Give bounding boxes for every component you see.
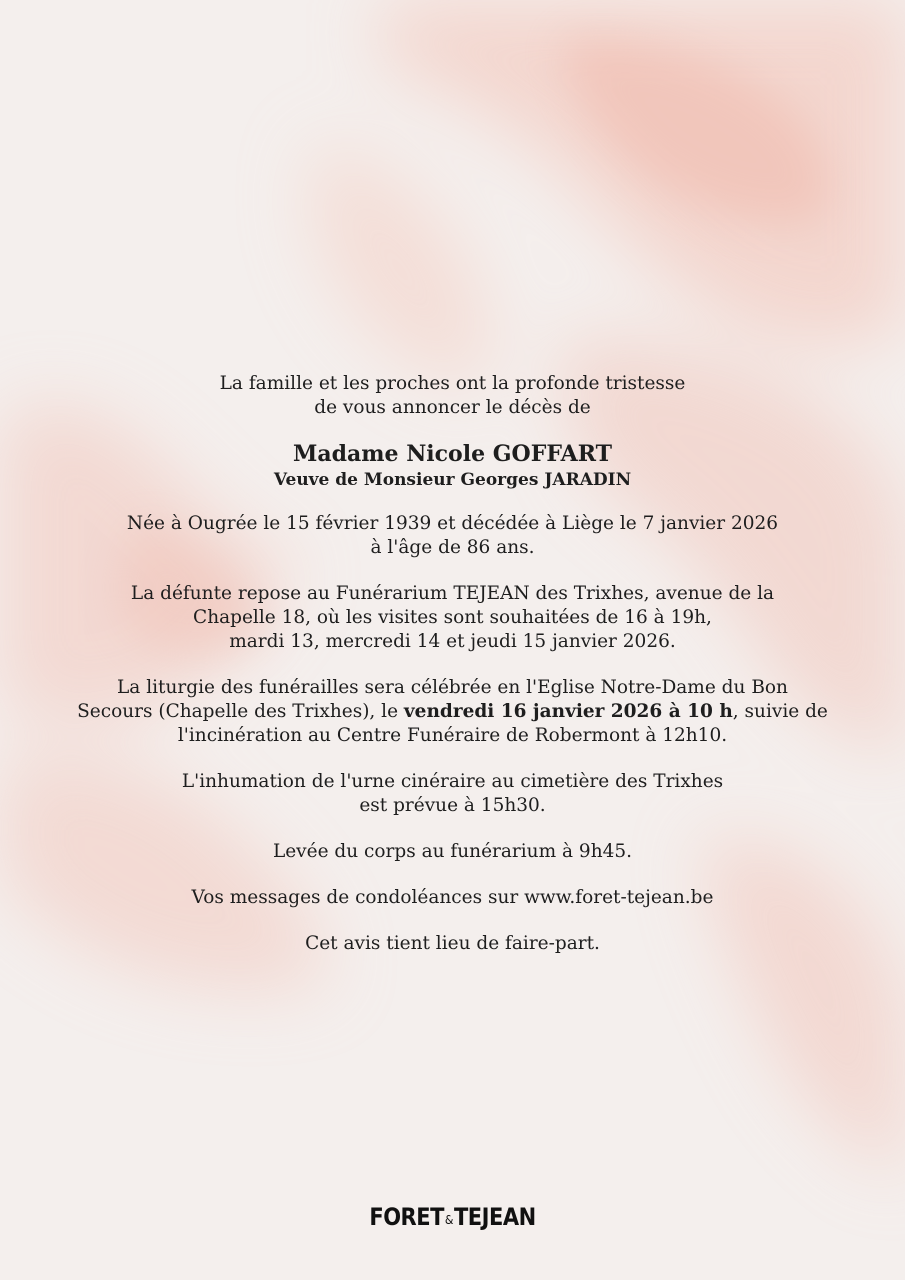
burial-paragraph [0, 770, 905, 818]
liturgy-date: vendredi 16 janvier 2026 à 10 h [403, 701, 733, 722]
logo-ampersand: & [444, 1212, 453, 1228]
foret-tejean-logo [0, 1203, 905, 1231]
intro-line-2: de vous annoncer le décès de [314, 397, 591, 418]
birth-line-2: à l'âge de 86 ans. [370, 537, 535, 558]
levee-paragraph: Levée du corps au funérarium à 9h45. [272, 841, 633, 862]
liturgy-line-1: La liturgie des funérailles sera célébrée en l'Eglise Notre-Dame du Bon [117, 677, 788, 698]
birth-line-1: Née à Ougrée le 15 février 1939 et décédée à Liège le 7 janvier 2026 [126, 513, 779, 534]
liturgy-paragraph [0, 676, 905, 748]
rest-line-2: Chapelle 18, où les visites sont souhaitées de 16 à 19h, [193, 607, 712, 628]
birth-death-paragraph [0, 512, 905, 560]
rest-line-3: mardi 13, mercredi 14 et jeudi 15 janvier 2026. [229, 631, 676, 652]
rest-line-1: La défunte repose au Funérarium TEJEAN des Trixhes, avenue de la [130, 583, 775, 604]
announcement-text [0, 372, 905, 978]
logo-part-1: FORET [369, 1203, 444, 1231]
liturgy-line-3: l'incinération au Centre Funéraire de Robermont à 12h10. [177, 725, 728, 746]
burial-line-2: est prévue à 15h30. [359, 795, 546, 816]
logo-part-2: TEJEAN [453, 1203, 536, 1231]
deceased-name: Madame Nicole GOFFART [293, 441, 612, 467]
notice-paragraph: Cet avis tient lieu de faire-part. [305, 933, 600, 954]
liturgy-line-2-post: , suivie de [732, 701, 828, 722]
widow-of: Veuve de Monsieur Georges JARADIN [273, 470, 632, 490]
intro-line-1: La famille et les proches ont la profonde tristesse [219, 373, 686, 394]
rest-paragraph [0, 582, 905, 654]
condolences-paragraph: Vos messages de condoléances sur www.foret-tejean.be [191, 887, 714, 908]
liturgy-line-2-pre: Secours (Chapelle des Trixhes), le [77, 701, 404, 722]
burial-line-1: L'inhumation de l'urne cinéraire au cimetière des Trixhes [181, 771, 724, 792]
intro-paragraph [0, 372, 905, 420]
